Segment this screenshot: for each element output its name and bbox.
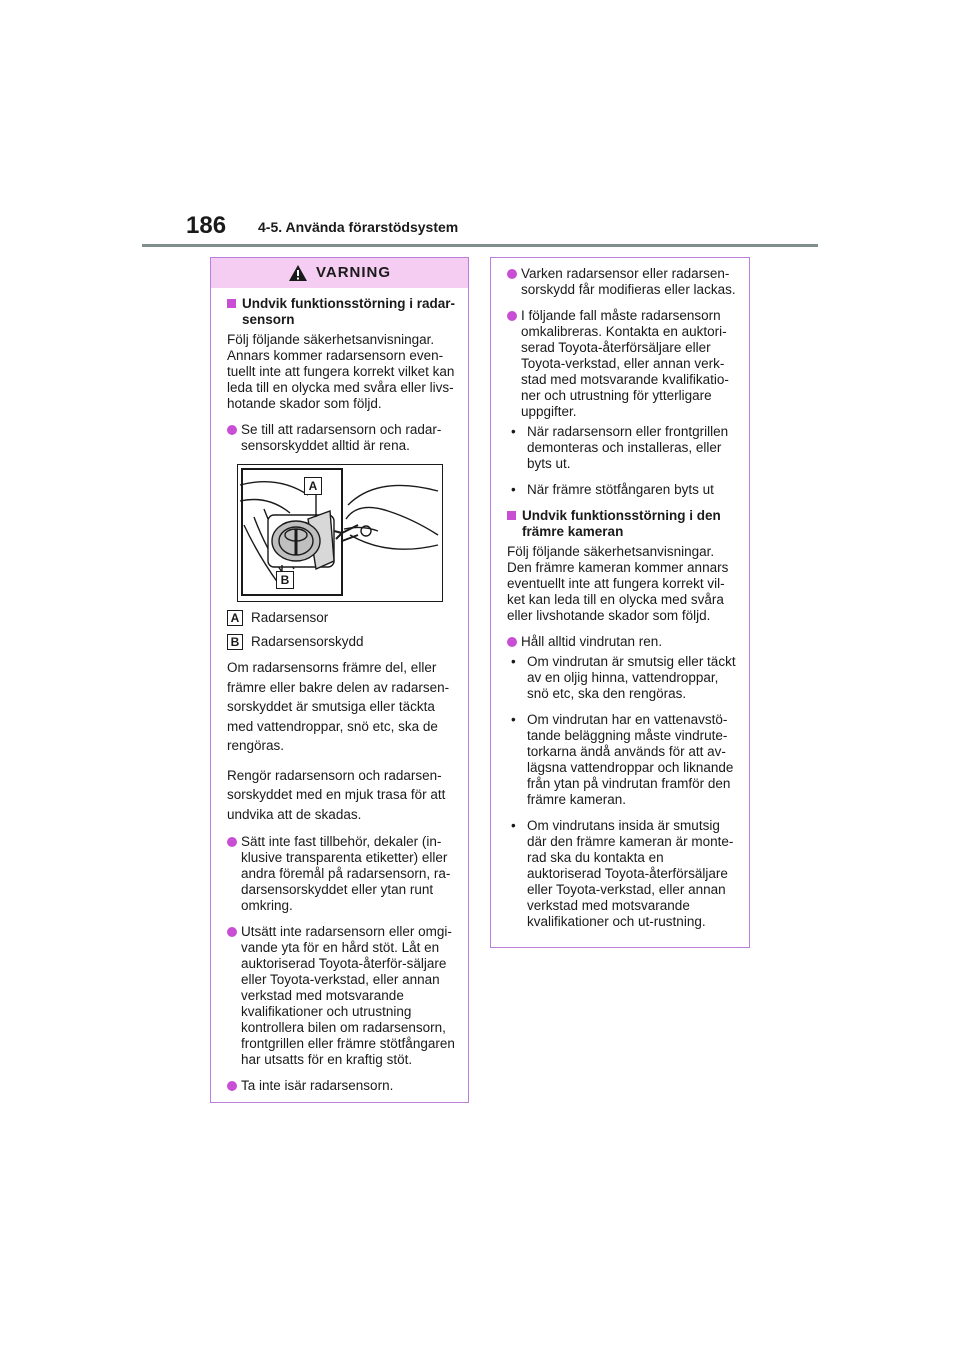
bullet-text: I följande fall måste radarsensorn omkalibreras. Kontakta en auktori-serad Toyota-återförsäljare eller Toyota-verkstad, eller annan verk-stad med motsvarande kvalifikatio-ner och utrustning för ytterligare uppgifter. bbox=[521, 308, 729, 419]
car-front-drawing bbox=[238, 465, 442, 601]
dot-bullet-icon bbox=[507, 311, 517, 321]
bullet-text: Ta inte isär radarsensorn. bbox=[241, 1078, 394, 1093]
sub-bullet-text: När radarsensorn eller frontgrillen demonteras och installeras, eller byts ut. bbox=[527, 424, 729, 471]
header-rule bbox=[142, 244, 818, 247]
section-title: 4-5. Använda förarstödsystem bbox=[258, 219, 459, 235]
dot-bullet-icon bbox=[507, 269, 517, 279]
warning-label: VARNING bbox=[315, 264, 392, 281]
sub-bullet-mark: • bbox=[511, 712, 516, 727]
warning-header bbox=[211, 258, 468, 288]
bullet-text: Sätt inte fast tillbehör, dekaler (in-klusive transparenta etiketter) eller andra föremål på radarsensorn, ra-darsensorskyddet eller ytan runt omkring. bbox=[241, 834, 451, 913]
bullet-text: Varken radarsensor eller radarsen-sorskydd får modifieras eller lackas. bbox=[521, 266, 736, 297]
warning-box-continued bbox=[490, 257, 750, 948]
warning-triangle-icon bbox=[288, 264, 308, 282]
bullet-item bbox=[227, 924, 458, 1068]
legend-item-b bbox=[227, 634, 458, 650]
intro-text: Följ följande säkerhetsanvisningar. Den främre kameran kommer annars eventuellt inte att fungera korrekt vil-ket kan leda till en olycka med svåra eller livshotande skador som följd. bbox=[507, 544, 729, 623]
intro-text: Följ följande säkerhetsanvisningar. Annars kommer radarsensorn even-tuellt inte att fungera korrekt vilket kan leda till en olycka med svåra eller livs-hotande skador som följd. bbox=[227, 332, 455, 411]
subheading-text: Undvik funktionsstörning i den främre kameran bbox=[522, 508, 721, 539]
sub-bullet-mark: • bbox=[511, 482, 516, 497]
legend-tag-b: B bbox=[227, 634, 243, 650]
square-bullet-icon bbox=[227, 299, 236, 308]
radar-sensor-illustration bbox=[237, 464, 443, 602]
sub-bullet-text: När främre stötfångaren byts ut bbox=[527, 482, 714, 497]
dot-bullet-icon bbox=[227, 837, 237, 847]
legend-label-b: Radarsensorskydd bbox=[251, 634, 364, 649]
sub-bullet-text: Om vindrutan har en vattenavstö-tande beläggning måste vindrute-torkarna ändå används för att av-lägsna vattendroppar och liknande från ytan på vindrutan framför den främre kameran. bbox=[527, 712, 734, 807]
subheading-text: Undvik funktionsstörning i radar-sensorn bbox=[242, 296, 456, 327]
sub-bullet-item bbox=[507, 712, 739, 808]
dot-bullet-icon bbox=[507, 637, 517, 647]
sub-bullet-mark: • bbox=[511, 424, 516, 439]
sub-bullet-item bbox=[507, 482, 739, 498]
bullet-text: Utsätt inte radarsensorn eller omgi-vande yta för en hård stöt. Låt en auktoriserad Toyota-återför-säljare eller Toyota-verkstad, eller annan verkstad med motsvarande kvalifikationer och utrustning kontrollera bilen om radarsensorn, frontgrillen eller främre stötfångaren har utsatts för en kraftig stöt. bbox=[241, 924, 455, 1067]
dot-bullet-icon bbox=[227, 927, 237, 937]
legend-item-a bbox=[227, 610, 458, 626]
callout-b: B bbox=[276, 571, 294, 589]
sub-bullet-item bbox=[507, 424, 739, 472]
bullet-text: Håll alltid vindrutan ren. bbox=[521, 634, 663, 649]
sub-bullet-text: Om vindrutans insida är smutsig där den främre kameran är monte-rad ska du kontakta en auktoriserad Toyota-återförsäljare eller Toyota-verkstad, eller annan verkstad med motsvarande kvalifikationer och ut-rustning. bbox=[527, 818, 734, 929]
page-number: 186 bbox=[186, 212, 227, 239]
bullet-item bbox=[507, 634, 739, 650]
legend-tag-a: A bbox=[227, 610, 243, 626]
bullet-text: Se till att radarsensorn och radar-sensorskyddet alltid är rena. bbox=[241, 422, 442, 453]
legend-label-a: Radarsensor bbox=[251, 610, 329, 625]
sub-bullet-item bbox=[507, 818, 739, 930]
subheading-camera bbox=[507, 508, 739, 540]
callout-a: A bbox=[304, 477, 322, 495]
sub-bullet-mark: • bbox=[511, 654, 516, 669]
bullet-item bbox=[227, 834, 458, 914]
paragraph-cleaning: Om radarsensorns främre del, eller främre eller bakre delen av radarsen-sorskyddet är smutsiga eller täckta med vattendroppar, snö etc, ska de rengöras. bbox=[227, 660, 450, 753]
bullet-item bbox=[507, 266, 739, 298]
bullet-item bbox=[507, 308, 739, 420]
square-bullet-icon bbox=[507, 511, 516, 520]
dot-bullet-icon bbox=[227, 1081, 237, 1091]
bullet-item bbox=[227, 1078, 458, 1094]
warning-box bbox=[210, 257, 469, 1103]
paragraph-soft-cloth: Rengör radarsensorn och radarsen-sorskyddet med en mjuk trasa för att undvika att de skadas. bbox=[227, 767, 446, 822]
bullet-item bbox=[227, 422, 458, 454]
subheading-radar bbox=[227, 296, 458, 328]
sub-bullet-text: Om vindrutan är smutsig eller täckt av en oljig hinna, vattendroppar, snö etc, ska den rengöras. bbox=[527, 654, 736, 701]
sub-bullet-mark: • bbox=[511, 818, 516, 833]
sub-bullet-item bbox=[507, 654, 739, 702]
dot-bullet-icon bbox=[227, 425, 237, 435]
